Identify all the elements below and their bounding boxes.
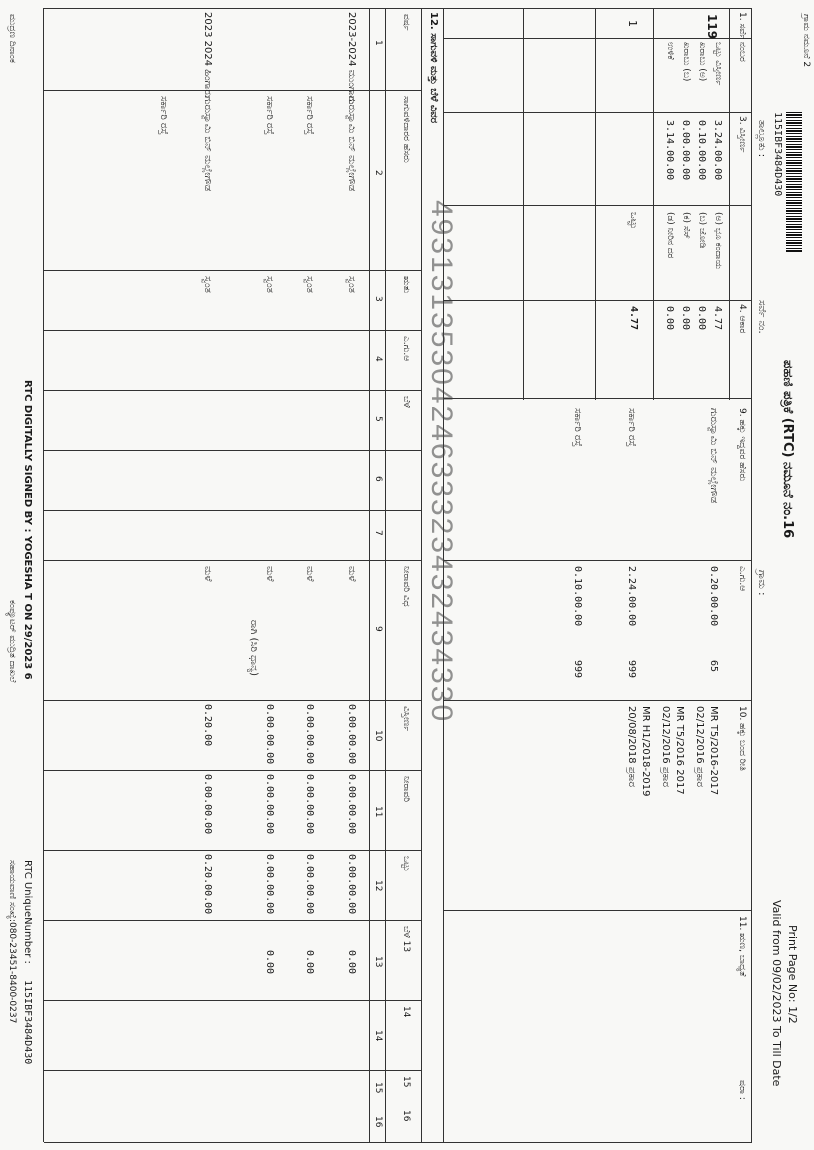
crop-source: ಮಳೆ [304, 566, 315, 582]
crop-a: 0.20.00 [202, 704, 213, 747]
remark-label: ಷರಾ : [737, 1080, 747, 1100]
col-survey-label: 1. ಸರ್ವೆ ನಂಬರ [737, 12, 747, 62]
crop-col-number: 7 [373, 530, 383, 536]
crop-a: 0.00.00.00 [264, 704, 275, 765]
crop-d: 0.00 [346, 950, 357, 975]
owner-name: ಸರ್ಕಾರಿ ರಸ್ತೆ [572, 408, 583, 447]
assessment-value: 4.77 [712, 306, 723, 331]
crop-c: 0.00.00.00 [346, 854, 357, 915]
crop-col-header: 14 [401, 1006, 411, 1018]
assessment-value: 0.00 [696, 306, 707, 331]
crop-col-number: 10 [373, 730, 383, 742]
crop-c: 0.00.00.00 [304, 854, 315, 915]
crop-col-number: 4 [373, 356, 383, 362]
crop-col-number: 14 [373, 1030, 383, 1042]
crop-holder: ಸರ್ಕಾರಿ ರಸ್ತೆ [158, 96, 169, 135]
crop-d: 0.00 [304, 950, 315, 975]
barcode-text: 115IBF3484D430 [772, 112, 783, 197]
owner-area: 0.10.00.00 [572, 566, 583, 627]
extent-label: ಖರಾಬು (ಅ) [697, 42, 707, 82]
barcode [786, 112, 802, 252]
owner-area: 0.20.00.00 [708, 566, 719, 627]
crop-col-number: 5 [373, 416, 383, 422]
crop-col-header: ಸಾಗುವಳಿದಾರರ ಹೆಸರು [401, 96, 411, 163]
unique-label: RTC UniqueNumber : [22, 860, 33, 964]
crop-season: ಸ್ವಂತ [346, 276, 357, 293]
assessment-total-label: ಒಟ್ಟು [628, 212, 639, 230]
crop-holder: ಸರ್ಕಾರಿ ರಸ್ತೆ [264, 96, 275, 135]
crop-col-header: 16 [401, 1110, 411, 1122]
crop-col-number: 12 [373, 880, 383, 892]
crop-source: ಮಳೆ [202, 566, 213, 582]
unique-number: 115IBF3484D430 [22, 980, 33, 1065]
computer-note: ಕಂಪ್ಯೂಟರ್ ಮುದ್ರಿತ ದಾಖಲೆ [7, 600, 17, 683]
print-page-no: Print Page No: 1/2 [786, 925, 799, 1024]
crop-a: 0.00.00.00 [304, 704, 315, 765]
village-label: ಗ್ರಾಮ : [756, 570, 767, 596]
crop-col-header: ಒಟ್ಟು [401, 856, 411, 872]
crop-col-header: ಋತು [401, 276, 411, 294]
survey-label: ಸರ್ವೆ ನಂ. [756, 300, 767, 334]
crop-col-number: 1 [373, 40, 383, 46]
crop-d: 0.00 [264, 950, 275, 975]
crop-col-number: 13 [373, 956, 383, 968]
owner-name: ಸರ್ಕಾರಿ ರಸ್ತೆ [626, 408, 637, 447]
crop-year: 2023-2024 ಮುಂಗಾರು [346, 12, 357, 105]
crop-b: 0.00.00.00 [304, 774, 315, 835]
assessment-label: (ಕ) ಸೆಸ್ [681, 212, 691, 239]
form-code: ಗ್ರಾಮ ನಮೂನೆ 2 [801, 14, 811, 68]
extent-label: ಖರಾಬು (ಬ) [681, 42, 691, 82]
assessment-label: (ಬ) ಜೋಡಿ [697, 212, 707, 249]
mutation-ref: MR T5/2016-2017 [708, 706, 719, 796]
extent-value: 0.00.00.00 [680, 120, 691, 181]
mutation-ref: MR H1/2018-2019 [640, 706, 651, 797]
crop-col-number: 16 [373, 1116, 383, 1128]
assessment-value: 0.00 [680, 306, 691, 331]
extent-label: ಒಟ್ಟು ವಿಸ್ತೀರ್ಣ [713, 42, 723, 86]
crop-holder: ಗುರುಸ್ವಾಮಿ ಬಿನ್ ಮಲ್ಲೇಗೌಡ [202, 96, 213, 192]
crop-col-header: ಎ.ಗು.ಆ [401, 336, 411, 362]
crop-col-number: 9 [373, 626, 383, 632]
crop-c: 0.00.00.00 [264, 854, 275, 915]
crop-season: ಸ್ವಂತ [264, 276, 275, 293]
crop-b: 0.00.00.00 [346, 774, 357, 835]
crop-col-header: ವಿಸ್ತೀರ್ಣ [401, 706, 411, 731]
assessment-label: (ಡ) ನೀರಿನ ದರ [665, 212, 675, 259]
hissa-number: 1 [626, 20, 639, 27]
crop-col-number: 2 [373, 170, 383, 176]
crop-holder: ಗುರುಸ್ವಾಮಿ ಬಿನ್ ಮಲ್ಲೇಗೌಡ [346, 96, 357, 192]
owner-code: 999 [572, 660, 583, 679]
crop-source: ಮಳೆ [264, 566, 275, 582]
crop-col-number: 3 [373, 296, 383, 302]
signed-note: RTC DIGITALLY SIGNED BY : YOGESHA T ON 29/2023 6 [22, 380, 33, 680]
crop-source: ಮಳೆ [346, 566, 357, 582]
owner-code: 65 [708, 660, 719, 673]
crop-col-number: 11 [373, 806, 383, 818]
mutations-header: 10. ಹಕ್ಕು ಬಂದ ರೀತಿ [737, 706, 747, 771]
crop-col-header: ಬೆಳೆ [401, 396, 411, 408]
taluk-label: ತಾಲ್ಲೂಕು : [756, 120, 767, 158]
crop-a: 0.00.00.00 [346, 704, 357, 765]
owner-area: 2.24.00.00 [626, 566, 637, 627]
crop-b: 0.00.00.00 [202, 774, 213, 835]
extent-value: 3.14.00.00 [664, 120, 675, 181]
crop-col-number: 15 [373, 1082, 383, 1094]
valid-from: Valid from 09/02/2023 To Till Date [770, 900, 783, 1087]
crop-irrigation: ರಾಗಿ (ಸಿರಿ ಧಾನ್ಯ) [248, 620, 259, 676]
crop-col-header: ನೀರಾವರಿ ವಿಧ [401, 566, 411, 607]
owners-area-header: ಎ.ಗು.ಆ [737, 566, 747, 592]
crop-col-header: ಬೆಳೆ 13 [401, 926, 411, 953]
extent-label: ಉಳಿಕೆ [665, 42, 675, 60]
crop-col-number: 6 [373, 476, 383, 482]
watermark: 4931313530424633323432434330 [425, 200, 458, 724]
crop-col-header: ವರ್ಷ [401, 14, 411, 31]
crop-year: 2023 2024 ಹಿಂಗಾರು [202, 12, 213, 98]
encumbrance-header: 11. ಋಣ, ಬಾಧ್ಯತೆ [737, 916, 747, 977]
owners-header: 9. ಹಕ್ಕು ಇದ್ದವರ ಹೆಸರು [737, 408, 747, 482]
mutation-date: 02/12/2016 ಪ್ರಕಾರ [660, 706, 671, 787]
survey-number: 119 [705, 14, 719, 40]
col-assessment-label: 4. ಆಕಾರ [737, 304, 747, 334]
col-extent-label: 3. ವಿಸ್ತೀರ್ಣ [737, 116, 747, 153]
mutation-date: 02/12/2016 ಪ್ರಕಾರ [694, 706, 705, 787]
form-title: ಪಹಣಿ ಪತ್ರಿಕೆ (RTC) ನಮೂನೆ ನಂ.16 [780, 360, 795, 539]
owner-name: ಗುರುಸ್ವಾಮಿ ಬಿನ್ ಮಲ್ಲೇಗೌಡ [708, 408, 719, 504]
extent-value: 3.24.00.00 [712, 120, 723, 181]
crop-season: ಸ್ವಂತ [202, 276, 213, 293]
helpline: ಸಹಾಯವಾಣಿ ಸಂಖ್ಯೆ:080-23451-8400-0237 [7, 860, 17, 1024]
owner-code: 999 [626, 660, 637, 679]
mutation-ref: MR T5/2016 2017 [674, 706, 685, 795]
crop-c: 0.20.00.00 [202, 854, 213, 915]
crop-table-title: 12. ಸಾಗುವಳಿ ಮತ್ತು ಬೆಳೆ ವಿವರ [428, 12, 439, 124]
crop-b: 0.00.00.00 [264, 774, 275, 835]
assessment-value: 0.00 [664, 306, 675, 331]
print-date-label: ಮುದ್ರಣ ದಿನಾಂಕ [7, 14, 17, 63]
crop-season: ಸ್ವಂತ [304, 276, 315, 293]
extent-value: 0.10.00.00 [696, 120, 707, 181]
assessment-label: (ಅ) ಭೂ ಕಂದಾಯ [713, 212, 723, 270]
assessment-total: 4.77 [628, 306, 639, 331]
crop-col-header: 15 [401, 1076, 411, 1088]
mutation-date: 20/08/2018 ಪ್ರಕಾರ [626, 706, 637, 787]
crop-holder: ಸರ್ಕಾರಿ ರಸ್ತೆ [304, 96, 315, 135]
crop-col-header: ನೀರಾವರಿ [401, 776, 411, 803]
